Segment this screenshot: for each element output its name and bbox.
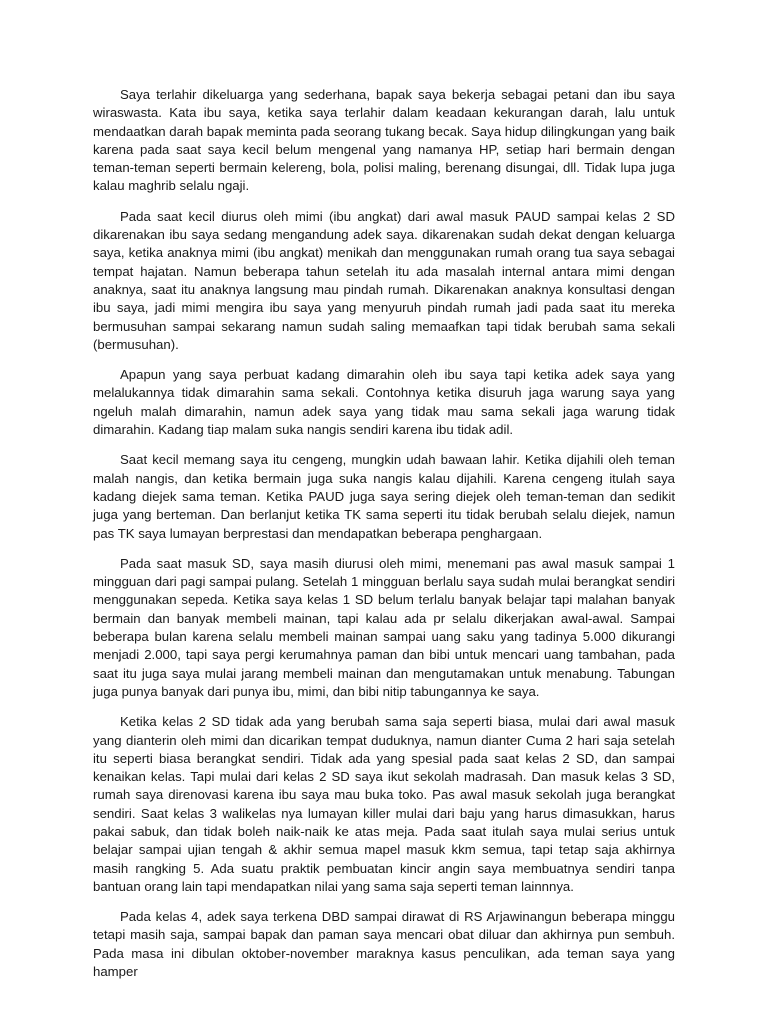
paragraph-1: Saya terlahir dikeluarga yang sederhana, bapak saya bekerja sebagai petani dan ibu saya wiraswasta. Kata ibu saya, ketika saya terlahir dalam keadaan kekurangan darah, lalu untuk mendaatkan darah bapak meminta pada seorang tukang becak. Saya hidup dilingkungan yang baik karena pada saat saya kecil belum mengenal yang namanya HP, setiap hari bermain dengan teman-teman seperti bermain kelereng, bola, polisi maling, berenang disungai, dll. Tidak lupa juga kalau maghrib selalu ngaji. [93, 87, 675, 194]
paragraph-7: Pada kelas 4, adek saya terkena DBD sampai dirawat di RS Arjawinangun beberapa minggu tetapi masih saja, sampai bapak dan paman saya mencari obat diluar dan akhirnya pun sembuh. Pada masa ini dibulan oktober-november maraknya kasus penculikan, ada teman saya yang hamper [93, 909, 675, 980]
paragraph-6: Ketika kelas 2 SD tidak ada yang berubah sama saja seperti biasa, mulai dari awal masuk yang dianterin oleh mimi dan dicarikan tempat duduknya, namun dianter Cuma 2 hari saja setelah itu seperti biasa berangkat sendiri. Tidak ada yang spesial pada saat kelas 2 SD, dan sampai kenaikan kelas. Tapi mulai dari kelas 2 SD saya ikut sekolah madrasah. Dan masuk kelas 3 SD, rumah saya direnovasi karena ibu saya mau buka toko. Pas awal masuk sekolah juga berangkat sendiri. Saat kelas 3 walikelas nya lumayan killer mulai dari baju yang harus dimasukkan, harus pakai sabuk, dan tidak boleh naik-naik ke atas meja. Pada saat itulah saya mulai serius untuk belajar sampai ujian tengah & akhir semua mapel masuk kkm semua, tapi tetap saja akhirnya masih rangking 5. Ada suatu praktik pembuatan kincir angin saya membuatnya sendiri tanpa bantuan orang lain tapi mendapatkan nilai yang sama saja seperti teman lainnnya. [93, 714, 675, 894]
paragraph-3: Apapun yang saya perbuat kadang dimarahin oleh ibu saya tapi ketika adek saya yang melalukannya tidak dimarahin sama sekali. Contohnya ketika disuruh jaga warung saya yang ngeluh malah dimarahin, namun adek saya yang tidak mau sama sekali jaga warung tidak dimarahin. Kadang tiap malam suka nangis sendiri karena ibu tidak adil. [93, 367, 675, 438]
paragraph-4: Saat kecil memang saya itu cengeng, mungkin udah bawaan lahir. Ketika dijahili oleh teman malah nangis, dan ketika bermain juga suka nangis kalau dijahili. Karena cengeng itulah saya kadang diejek sama teman. Ketika PAUD juga saya sering diejek oleh teman-teman dan sedikit juga yang berteman. Dan berlanjut ketika TK sama seperti itu tidak berubah selalu diejek, namun pas TK saya lumayan berprestasi dan mendapatkan beberapa penghargaan. [93, 452, 675, 541]
document-page [93, 86, 675, 993]
paragraph-5: Pada saat masuk SD, saya masih diurusi oleh mimi, menemani pas awal masuk sampai 1 mingguan dari pagi sampai pulang. Setelah 1 mingguan berlalu saya sudah mulai berangkat sendiri menggunakan sepeda. Ketika saya kelas 1 SD belum terlalu banyak belajar tapi malahan banyak bermain dan banyak membeli mainan, tapi kalau ada pr selalu dikerjakan awal-awal. Sampai beberapa bulan karena selalu membeli mainan sampai uang saku yang tadinya 5.000 dikurangi menjadi 2.000, tapi saya pergi kerumahnya paman dan bibi untuk mencari uang tambahan, pada saat itu juga saya mulai jarang membeli mainan dan mengutamakan untuk menabung. Tabungan juga punya banyak dari punya ibu, mimi, dan bibi nitip tabungannya ke saya. [93, 555, 675, 699]
paragraph-2: Pada saat kecil diurus oleh mimi (ibu angkat) dari awal masuk PAUD sampai kelas 2 SD dikarenakan ibu saya sedang mengandung adek saya. dikarenakan sudah dekat dengan keluarga saya, ketika anaknya mimi (ibu angkat) menikah dan menggunakan rumah orang tua saya sebagai tempat hajatan. Namun beberapa tahun setelah itu ada masalah internal antara mimi dengan anaknya, saat itu anaknya langsung mau pindah rumah. Dikarenakan anaknya konsultasi dengan ibu saya, jadi mimi mengira ibu saya yang menyuruh pindah rumah jadi pada saat itu mereka bermusuhan sampai sekarang namun sudah saling memaafkan tapi tidak berubah sama sekali (bermusuhan). [93, 208, 675, 352]
